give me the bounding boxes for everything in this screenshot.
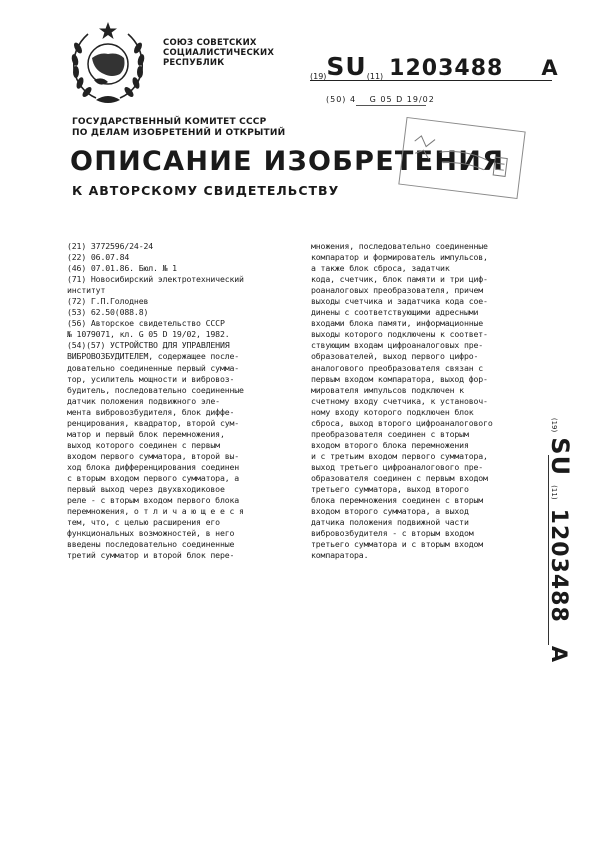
side-patent-number: 1203488: [546, 508, 571, 623]
text-line: датчик положения подвижного эле-: [67, 395, 220, 406]
side-code-11: (11): [550, 485, 558, 500]
text-line: реле - с вторым входом первого блока: [67, 495, 240, 506]
text-line: ВИБРОВОЗБУДИТЕЛЕМ, содержащее после-: [67, 351, 240, 362]
text-line: матор и первый блок перемножения,: [67, 428, 225, 439]
text-line: функциональных возможностей, в него: [67, 528, 235, 539]
text-line: (53) 62.50(088.8): [67, 307, 149, 318]
divider: [356, 105, 426, 106]
text-line: будитель, последовательно соединенные: [67, 384, 244, 395]
text-line: образователя соединен с первым входом: [311, 472, 488, 483]
text-line: мента вибровозбудителя, блок диффе-: [67, 406, 235, 417]
text-line: ному входу которого подключен блок: [311, 406, 474, 417]
ipc-classification: [326, 95, 435, 104]
text-line: входами блока памяти, информационные: [311, 318, 484, 329]
stamp-scribbles: [399, 118, 524, 198]
text-line: тем, что, с целью расширения его: [67, 517, 220, 528]
text-line: ствующим входам цифроаналоговых пре-: [311, 340, 484, 351]
text-line: и с третьим входом первого сумматора,: [311, 450, 488, 461]
ipc-code: (50) 4: [326, 95, 357, 104]
text-line: (22) 06.07.84: [67, 252, 130, 263]
text-line: входом второго блока перемножения: [311, 439, 469, 450]
text-line: введены последовательно соединенные: [67, 539, 235, 550]
text-line: первый выход через двухвходиковое: [67, 484, 225, 495]
side-country-code: SU: [546, 437, 574, 477]
text-line: выходы счетчика и задатчика кода сое-: [311, 296, 488, 307]
text-line: довательно соединенные первый сумма-: [67, 362, 240, 373]
text-line: (72) Г.П.Голоднев: [67, 296, 149, 307]
country-line: СОЦИАЛИСТИЧЕСКИХ: [163, 48, 275, 58]
country-line: РЕСПУБЛИК: [163, 58, 225, 68]
text-line: ход блока дифференцирования соединен: [67, 461, 240, 472]
library-stamp: [398, 117, 525, 199]
text-line: аналогового преобразователя связан с: [311, 362, 484, 373]
side-code-19: (19): [550, 417, 558, 433]
text-line: (54)(57) УСТРОЙСТВО ДЛЯ УПРАВЛЕНИЯ: [67, 340, 230, 351]
text-line: выход которого соединен с первым: [67, 439, 220, 450]
text-line: тор, усилитель мощности и вибровоз-: [67, 373, 235, 384]
text-line: счетному входу счетчика, к установоч-: [311, 395, 488, 406]
code-11: (11): [366, 72, 384, 81]
text-line: третьего сумматора, выход второго: [311, 484, 469, 495]
text-line: динены с соответствующими адресными: [311, 307, 479, 318]
page-title: ОПИСАНИЕ ИЗОБРЕТЕНИЯ: [70, 146, 505, 177]
text-line: роаналоговых преобразователя, причем: [311, 285, 484, 296]
text-line: вибровозбудителя - с вторым входом: [311, 528, 474, 539]
side-kind-code: A: [547, 645, 571, 663]
divider: [310, 80, 552, 81]
text-line: компаратор и формирователь импульсов,: [311, 252, 488, 263]
text-line: входом первого сумматора, второй вы-: [67, 450, 240, 461]
right-column: [311, 241, 536, 561]
side-publication-number: [540, 417, 580, 663]
text-line: кода, счетчик, блок памяти и три циф-: [311, 274, 488, 285]
page-subtitle: К АВТОРСКОМУ СВИДЕТЕЛЬСТВУ: [72, 183, 340, 198]
patent-number: 1203488: [389, 56, 504, 81]
text-line: № 1079071, кл. G 05 D 19/02, 1982.: [67, 329, 230, 340]
text-line: первым входом компаратора, выход фор-: [311, 373, 488, 384]
code-19: (19): [310, 72, 327, 81]
text-line: датчика положения подвижной части: [311, 517, 469, 528]
left-column: [67, 241, 290, 561]
text-line: сброса, выход второго цифроаналогового: [311, 417, 493, 428]
text-line: мирователя импульсов подключен к: [311, 384, 464, 395]
text-line: (46) 07.01.86. Бюл. № 1: [67, 263, 177, 274]
text-line: входом второго сумматора, а выход: [311, 506, 469, 517]
text-line: институт: [67, 285, 106, 296]
committee-line: ПО ДЕЛАМ ИЗОБРЕТЕНИЙ И ОТКРЫТИЙ: [72, 128, 286, 138]
committee-name: [72, 117, 285, 139]
text-line: (56) Авторское свидетельство СССР: [67, 318, 225, 329]
ussr-emblem-icon: [66, 18, 150, 106]
text-line: (21) 3772596/24-24: [67, 241, 154, 251]
text-line: третий сумматор и второй блок пере-: [67, 550, 235, 561]
text-line: ренцирования, квадратор, второй сум-: [67, 417, 240, 428]
publication-number: [310, 52, 558, 82]
country-name: [163, 38, 274, 68]
text-line: выход третьего цифроаналогового пре-: [311, 461, 484, 472]
text-line: преобразователя соединен с вторым: [311, 428, 469, 439]
text-line: (71) Новосибирский электротехнический: [67, 274, 244, 285]
text-line: а также блок сброса, задатчик: [311, 263, 450, 274]
text-line: образователей, выход первого цифро-: [311, 351, 479, 362]
country-code: SU: [326, 52, 367, 81]
text-line: блока перемножения соединен с вторым: [311, 495, 484, 506]
ipc-value: G 05 D 19/02: [369, 95, 435, 104]
text-line: третьего сумматора и с вторым входом: [311, 539, 484, 550]
text-line: множения, последовательно соединенные: [311, 241, 488, 251]
text-line: выходы которого подключены к соответ-: [311, 329, 488, 340]
text-line: с вторым входом первого сумматора, а: [67, 472, 240, 483]
text-line: перемножения, о т л и ч а ю щ е е с я: [67, 506, 244, 517]
text-line: компаратора.: [311, 550, 369, 561]
country-line: СОЮЗ СОВЕТСКИХ: [163, 38, 257, 48]
committee-line: ГОСУДАРСТВЕННЫЙ КОМИТЕТ СССР: [72, 117, 267, 127]
kind-code: A: [541, 56, 558, 80]
